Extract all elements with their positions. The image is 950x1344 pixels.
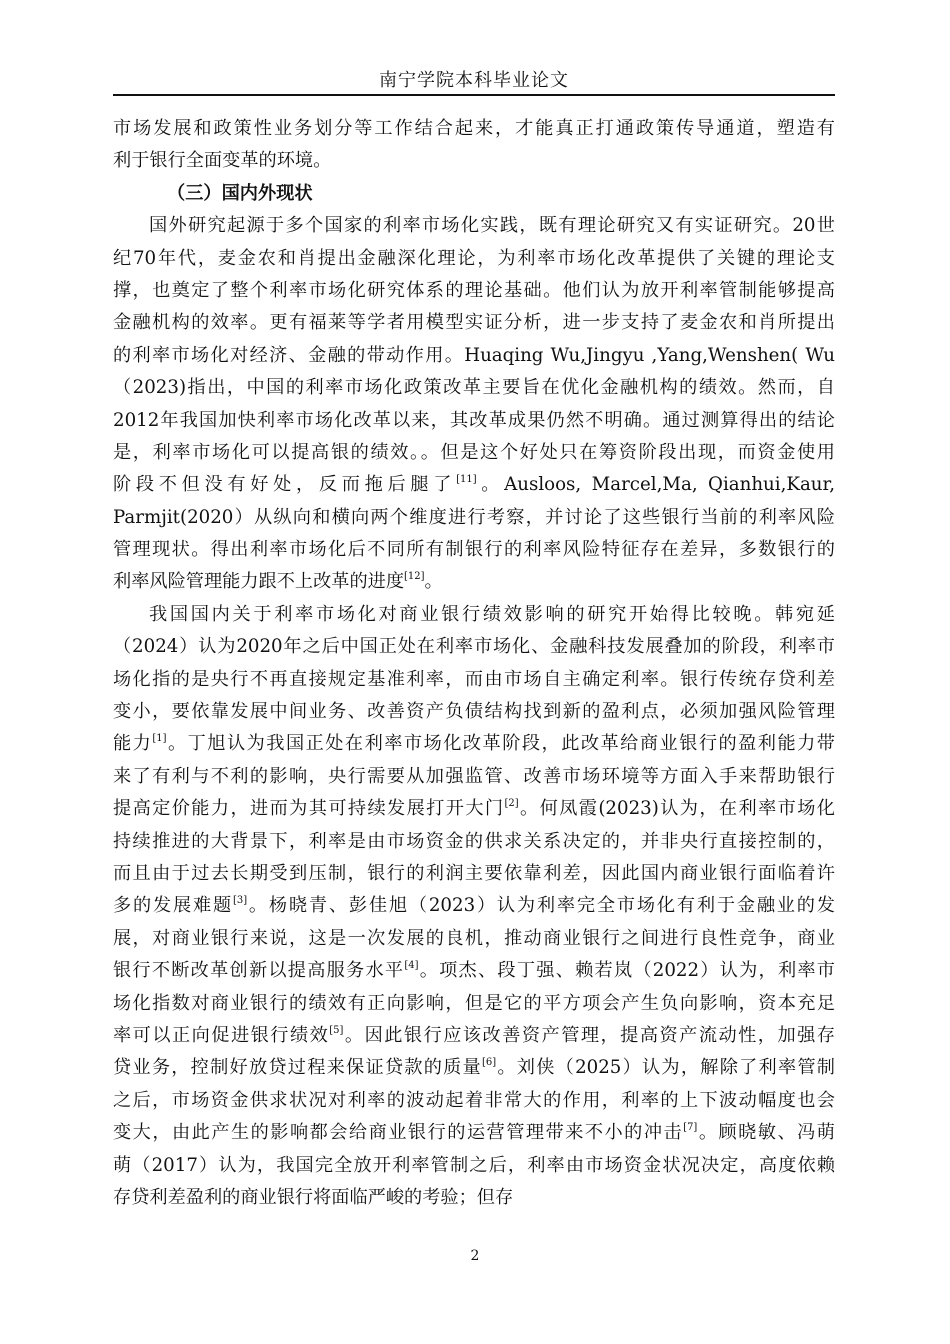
paragraph-line: 我国国内关于利率市场化对商业银行绩效影响的研究开始得比较晚。韩宛延 (149, 603, 835, 625)
citation: [12] (404, 571, 425, 583)
line-text: 。因此银行应该改善资产管理，提高资产流动性，加强存 (343, 1024, 835, 1046)
paragraph-line (113, 1020, 835, 1052)
paragraph-line (113, 955, 835, 987)
line-text: 利率风险管理能力跟不上改革的进度 (113, 571, 405, 593)
paragraph-line: 场化指数对商业银行的绩效有正向影响，但是它的平方项会产生负向影响，资本充足 (113, 992, 835, 1014)
citation: [6] (481, 1057, 497, 1069)
page-header-title: 南宁学院本科毕业论文 (379, 70, 569, 91)
paragraph-line (113, 566, 835, 598)
paragraph-line: 金融机构的效率。更有福莱等学者用模型实证分析，进一步支持了麦金农和肖所提出 (113, 312, 835, 334)
line-text: 。Ausloos, Marcel,Ma, Qianhui,Kaur, (476, 474, 835, 496)
paragraph-line: 纪70年代，麦金农和肖提出金融深化理论，为利率市场化改革提供了关键的理论支 (113, 247, 835, 269)
line-text: 。刘侠（2025）认为，解除了利率管制 (496, 1057, 835, 1079)
citation: [5] (329, 1024, 344, 1036)
line-text: 。丁旭认为我国正处在利率市场化改革阶段，此改革给商业银行的盈利能力带 (166, 733, 835, 755)
paragraph-line: 萌（2017）认为，我国完全放开利率管制之后，利率由市场资金状况决定，高度依赖 (113, 1154, 835, 1176)
header-rule (113, 94, 835, 96)
line-text: 率可以正向促进银行绩效 (113, 1024, 330, 1046)
body-text (113, 113, 835, 1214)
paragraph-line: 存贷利差盈利的商业银行将面临严峻的考验；但存 (113, 1186, 514, 1208)
paragraph-line: 的利率市场化对经济、金融的带动作用。Huaqing Wu,Jingyu ,Yang,Wenshen( Wu (113, 344, 835, 366)
line-text: 。杨晓青、彭佳旭（2023）认为利率完全市场化有利于金融业的发 (247, 895, 835, 917)
paragraph-line: 变小，要依靠发展中间业务、改善资产负债结构找到新的盈利点，必须加强风险管理 (113, 701, 835, 723)
paragraph-line: 国外研究起源于多个国家的利率市场化实践，既有理论研究又有实证研究。20世 (149, 215, 835, 237)
paragraph-line: 之后，市场资金供求状况对利率的波动起着非常大的作用，利率的上下波动幅度也会 (113, 1089, 835, 1111)
line-text: 阶段不但没有好处，反而拖后腿了 (113, 474, 457, 496)
paragraph-line: 市场发展和政策性业务划分等工作结合起来，才能真正打通政策传导通道，塑造有 (113, 118, 835, 139)
paragraph-line: 2012年我国加快利率市场化改革以来，其改革成果仍然不明确。通过测算得出的结论 (113, 409, 835, 431)
line-text: 银行不断改革创新以提高服务水平 (113, 960, 405, 982)
line-text: 。项杰、段丁强、赖若岚（2022）认为，利率市 (418, 960, 835, 982)
line-text: 提高定价能力，进而为其可持续发展打开大门 (113, 798, 505, 820)
line-text: 多的发展难题 (113, 895, 233, 917)
page-number: 2 (470, 1248, 480, 1264)
paragraph-line (113, 890, 835, 922)
paragraph-line: 持续推进的大背景下，利率是由市场资金的供求关系决定的，并非央行直接控制的， (113, 830, 835, 852)
citation: [2] (504, 798, 519, 810)
citation: [11] (456, 474, 477, 486)
paragraph-line (113, 1117, 835, 1149)
paragraph-line: 利于银行全面变革的环境。 (113, 150, 332, 172)
paragraph-line: 展，对商业银行来说，这是一次发展的良机，推动商业银行之间进行良性竞争，商业 (113, 927, 835, 949)
paragraph-line: 管理现状。得出利率市场化后不同所有制银行的利率风险特征存在差异，多数银行的 (113, 539, 835, 561)
line-text: 能力 (113, 733, 153, 755)
paragraph-line (113, 728, 835, 760)
citation: [1] (152, 733, 167, 745)
paragraph-line: （2023)指出，中国的利率市场化政策改革主要旨在优化金融机构的绩效。然而，自 (113, 377, 835, 399)
citation: [3] (232, 895, 248, 907)
line-text: 。何凤霞(2023)认为，在利率市场化 (518, 798, 835, 820)
paragraph-line (113, 1052, 835, 1084)
paragraph-line: 撑，也奠定了整个利率市场化研究体系的理论基础。他们认为放开利率管制能够提高 (113, 279, 835, 301)
line-text: 。顾晓敏、冯萌 (697, 1122, 835, 1144)
citation: [4] (404, 960, 419, 972)
line-text: 变大，由此产生的影响都会给商业银行的运营管理带来不小的冲击 (113, 1122, 684, 1144)
section-heading: （三）国内外现状 (167, 182, 313, 204)
line-text: 贷业务，控制好放贷过程来保证贷款的质量 (113, 1057, 482, 1079)
paragraph-line: 而且由于过去长期受到压制，银行的利润主要依靠利差，因此国内商业银行面临着许 (113, 862, 835, 884)
paragraph-line: 来了有利与不利的影响，央行需要从加强监管、改善市场环境等方面入手来帮助银行 (113, 765, 835, 787)
paragraph-line: （2024）认为2020年之后中国正处在利率市场化、金融科技发展叠加的阶段，利率市 (113, 636, 835, 658)
paragraph-line: 是，利率市场化可以提高银的绩效。。但是这个好处只在筹资阶段出现，而资金使用 (113, 441, 835, 463)
paragraph-line (113, 793, 835, 825)
paragraph-line: Parmjit(2020）从纵向和横向两个维度进行考察，并讨论了这些银行当前的利率风险 (113, 506, 835, 528)
paragraph-line: 场化指的是央行不再直接规定基准利率，而由市场自主确定利率。银行传统存贷利差 (113, 668, 835, 690)
paragraph-line (113, 469, 835, 501)
citation: [7] (683, 1122, 698, 1134)
line-text: 。 (424, 571, 443, 593)
